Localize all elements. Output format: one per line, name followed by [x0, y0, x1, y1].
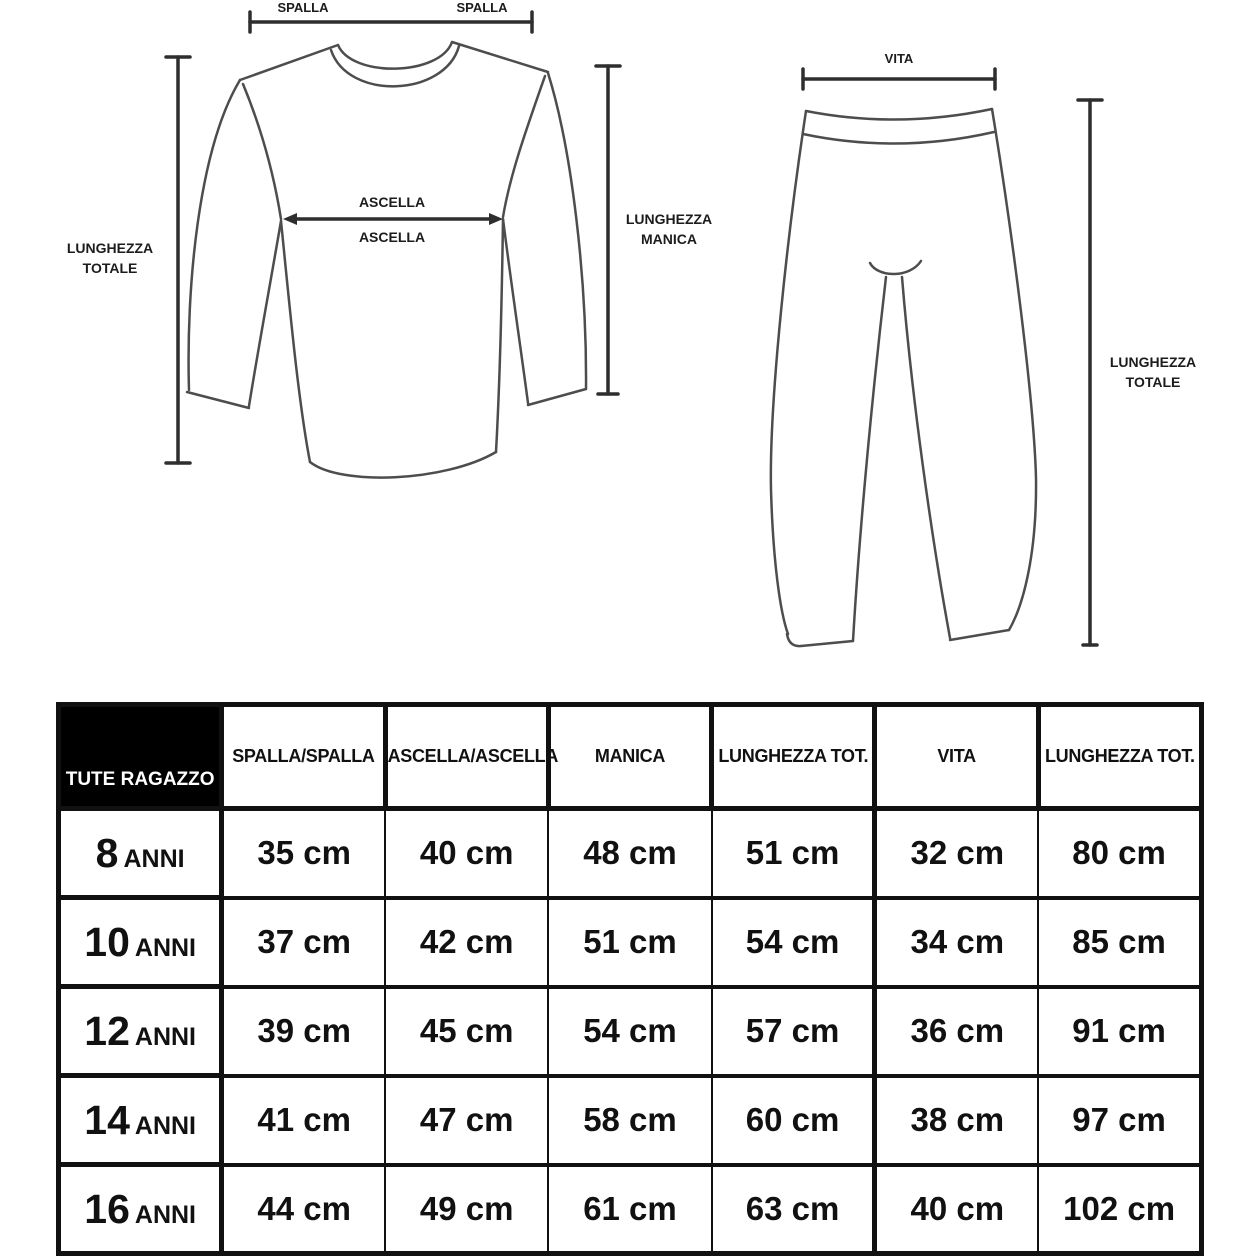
shirt-collar-outer: [338, 42, 452, 69]
shirt-sleeve-right-inner: [503, 219, 528, 403]
value-cell: 38 cm: [875, 1076, 1038, 1165]
pants-measure-lines: [803, 69, 1102, 645]
table-row-14-anni: [59, 1076, 1202, 1165]
header-label: MANICA: [594, 746, 666, 766]
value-cell: 39 cm: [222, 987, 385, 1076]
value-cell: 63 cm: [712, 1165, 875, 1254]
header-cell-lunghezza-tot-pants: [1038, 705, 1201, 809]
pants-right-outer: [992, 109, 1036, 630]
size-table: [56, 702, 1204, 1256]
chest-arrow-right: [489, 213, 503, 225]
shirt-sleeve-right-outer: [548, 73, 586, 389]
table-row-16-anni: [59, 1165, 1202, 1254]
value-cell: 51 cm: [712, 809, 875, 898]
size-unit: ANNI: [134, 1200, 196, 1229]
pants-lunghezza-totale-label-line2: TOTALE: [1125, 374, 1181, 390]
pants-lunghezza-totale-label-line1: LUNGHEZZA: [1109, 354, 1197, 370]
pants-left-inner: [853, 277, 886, 641]
shirt-lunghezza-manica-label-line1: LUNGHEZZA: [625, 211, 713, 227]
header-label: TUTE RAGAZZO: [65, 769, 215, 790]
shirt-sleeve-left-inner: [249, 221, 281, 406]
header-label: ASCELLA/ASCELLA: [387, 746, 559, 766]
shirt-lunghezza-manica-label-line2: MANICA: [641, 231, 697, 247]
pants-drawing: [771, 109, 1036, 646]
size-unit: ANNI: [123, 844, 185, 873]
header-cell-lunghezza-tot-shirt: [712, 705, 875, 809]
size-cell: [59, 1076, 222, 1165]
value-cell: 97 cm: [1038, 1076, 1201, 1165]
size-cell: [59, 809, 222, 898]
value-cell: 102 cm: [1038, 1165, 1201, 1254]
value-cell: 36 cm: [875, 987, 1038, 1076]
shirt-collar-band: [331, 46, 459, 86]
shirt-cuff-left: [187, 392, 249, 408]
value-cell: 35 cm: [222, 809, 385, 898]
shirt-cuff-right: [528, 389, 586, 405]
pants-waist-top: [806, 109, 992, 120]
value-cell: 42 cm: [385, 898, 548, 987]
header-cell-vita: [875, 705, 1038, 809]
value-cell: 51 cm: [548, 898, 711, 987]
value-cell: 57 cm: [712, 987, 875, 1076]
value-cell: 60 cm: [712, 1076, 875, 1165]
sweatshirt-drawing: [187, 42, 586, 478]
pants-right-inner: [902, 277, 950, 638]
value-cell: 61 cm: [548, 1165, 711, 1254]
shirt-sleeve-left-outer: [189, 80, 240, 390]
shirt-hem: [310, 452, 496, 478]
size-table-body: [59, 809, 1202, 1254]
size-unit: ANNI: [134, 933, 196, 962]
value-cell: 49 cm: [385, 1165, 548, 1254]
pants-left-outer: [771, 111, 806, 634]
header-label: VITA: [937, 746, 976, 766]
table-row-8-anni: [59, 809, 1202, 898]
value-cell: 48 cm: [548, 809, 711, 898]
value-cell: 58 cm: [548, 1076, 711, 1165]
value-cell: 80 cm: [1038, 809, 1201, 898]
header-cell-ascella: [385, 705, 559, 809]
pants-vita-label: VITA: [884, 51, 914, 66]
shirt-seam-left: [243, 84, 281, 219]
header-cell-tute-ragazzo: [59, 705, 222, 809]
value-cell: 40 cm: [385, 809, 548, 898]
size-unit: ANNI: [134, 1111, 196, 1140]
value-cell: 37 cm: [222, 898, 385, 987]
value-cell: 91 cm: [1038, 987, 1201, 1076]
pants-waistband-bottom: [803, 132, 994, 144]
header-row: [59, 705, 1202, 809]
value-cell: 47 cm: [385, 1076, 548, 1165]
size-number: 12: [84, 1007, 130, 1054]
value-cell: 54 cm: [548, 987, 711, 1076]
value-cell: 41 cm: [222, 1076, 385, 1165]
shirt-lunghezza-totale-label-line1: LUNGHEZZA: [66, 240, 154, 256]
header-cell-manica: [548, 705, 711, 809]
size-unit: ANNI: [134, 1022, 196, 1051]
value-cell: 34 cm: [875, 898, 1038, 987]
value-cell: 45 cm: [385, 987, 548, 1076]
value-cell: 54 cm: [712, 898, 875, 987]
shirt-spalla-left-label: SPALLA: [277, 0, 329, 15]
size-table-header: [59, 705, 1202, 809]
value-cell: 85 cm: [1038, 898, 1201, 987]
size-number: 14: [84, 1096, 130, 1143]
shirt-lunghezza-totale-label-line2: TOTALE: [82, 260, 138, 276]
pants-left-cuff: [787, 634, 853, 646]
table-row-12-anni: [59, 987, 1202, 1076]
shirt-body-left: [281, 221, 310, 462]
value-cell: 40 cm: [875, 1165, 1038, 1254]
size-number: 10: [84, 918, 130, 965]
chest-arrow-left: [283, 213, 297, 225]
size-number: 16: [84, 1185, 130, 1232]
shirt-shoulder-right: [452, 42, 548, 72]
value-cell: 32 cm: [875, 809, 1038, 898]
value-cell: 44 cm: [222, 1165, 385, 1254]
header-label: LUNGHEZZA TOT.: [1044, 746, 1195, 766]
size-cell: [59, 1165, 222, 1254]
size-cell: [59, 898, 222, 987]
pants-crotch-curve: [870, 261, 921, 274]
shirt-ascella-bottom-label: ASCELLA: [358, 229, 426, 245]
shirt-body-right: [496, 219, 503, 452]
shirt-spalla-right-label: SPALLA: [456, 0, 508, 15]
header-cell-spalla: [222, 705, 385, 809]
size-cell: [59, 987, 222, 1076]
header-label: LUNGHEZZA TOT.: [718, 746, 869, 766]
shirt-shoulder-left: [240, 45, 338, 80]
size-number: 8: [95, 829, 119, 876]
header-label: SPALLA/SPALLA: [232, 746, 375, 766]
shirt-seam-right: [503, 76, 545, 217]
shirt-ascella-top-label: ASCELLA: [358, 194, 426, 210]
table-row-10-anni: [59, 898, 1202, 987]
pants-right-cuff: [950, 630, 1009, 640]
